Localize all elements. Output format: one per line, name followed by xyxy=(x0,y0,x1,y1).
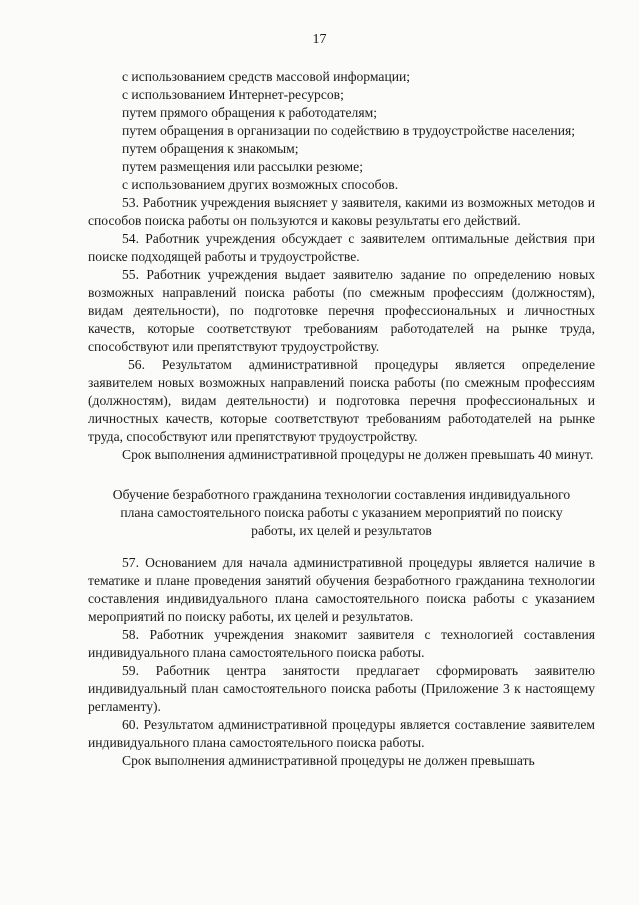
paragraph-60: 60. Результатом административной процедуры является составление заявителем индивидуального плана самостоятельного поиска работы. xyxy=(88,717,595,750)
page-number: 17 xyxy=(312,32,327,47)
paragraph-55: 55. Работник учреждения выдает заявителю задание по определению новых возможных направлений поиска работы (по смежным профессиям (должностям), видам деятельности), по подготовке перечня профессиональных и личностных качеств, которые соответствуют требованиям работодателей на рынке труда, способствуют или препятствуют трудоустройству. xyxy=(88,267,595,354)
list-item: с использованием других возможных способов. xyxy=(122,177,399,192)
list-item: путем прямого обращения к работодателям; xyxy=(122,105,377,120)
list-item: с использованием Интернет-ресурсов; xyxy=(122,87,344,102)
list-item: путем обращения к знакомым; xyxy=(122,141,299,156)
list-item: путем размещения или рассылки резюме; xyxy=(122,159,363,174)
paragraph-56: 56. Результатом административной процедуры является определение заявителем новых возможных направлений поиска работы (по смежным профессиям (должностям), видам деятельности) и подготовка перечня профессиональных и личностных качеств, которые соответствуют требованиям работодателей на рынке труда, способствуют или препятствуют трудоустройству. xyxy=(88,357,595,444)
paragraph-57: 57. Основанием для начала административной процедуры является наличие в тематике и плане проведения занятий обучения безработного гражданина технологии составления индивидуального плана самостоятельного поиска работы с указанием мероприятий по поиску работы, их целей и результатов. xyxy=(88,555,595,624)
page-content xyxy=(88,68,595,770)
list-item: с использованием средств массовой информации; xyxy=(122,69,411,84)
paragraph-58: 58. Работник учреждения знакомит заявителя с технологией составления индивидуального плана самостоятельного поиска работы. xyxy=(88,627,595,660)
paragraph-59: 59. Работник центра занятости предлагает сформировать заявителю индивидуальный план самостоятельного поиска работы (Приложение 3 к настоящему регламенту). xyxy=(88,663,595,714)
term-paragraph-2: Срок выполнения административной процедуры не должен превышать xyxy=(122,753,535,768)
term-paragraph-1: Срок выполнения административной процедуры не должен превышать 40 минут. xyxy=(122,447,594,462)
paragraph-53: 53. Работник учреждения выясняет у заявителя, какими из возможных методов и способов поиска работы он пользуются и каковы результаты его действий. xyxy=(88,195,595,228)
section-heading: Обучение безработного гражданина технологии составления индивидуального плана самостоятельного поиска работы с указанием мероприятий по поиску работы, их целей и результатов xyxy=(112,487,571,538)
list-item: путем обращения в организации по содействию в трудоустройстве населения; xyxy=(122,123,576,138)
paragraph-54: 54. Работник учреждения обсуждает с заявителем оптимальные действия при поиске подходящей работы и трудоустройстве. xyxy=(88,231,595,264)
